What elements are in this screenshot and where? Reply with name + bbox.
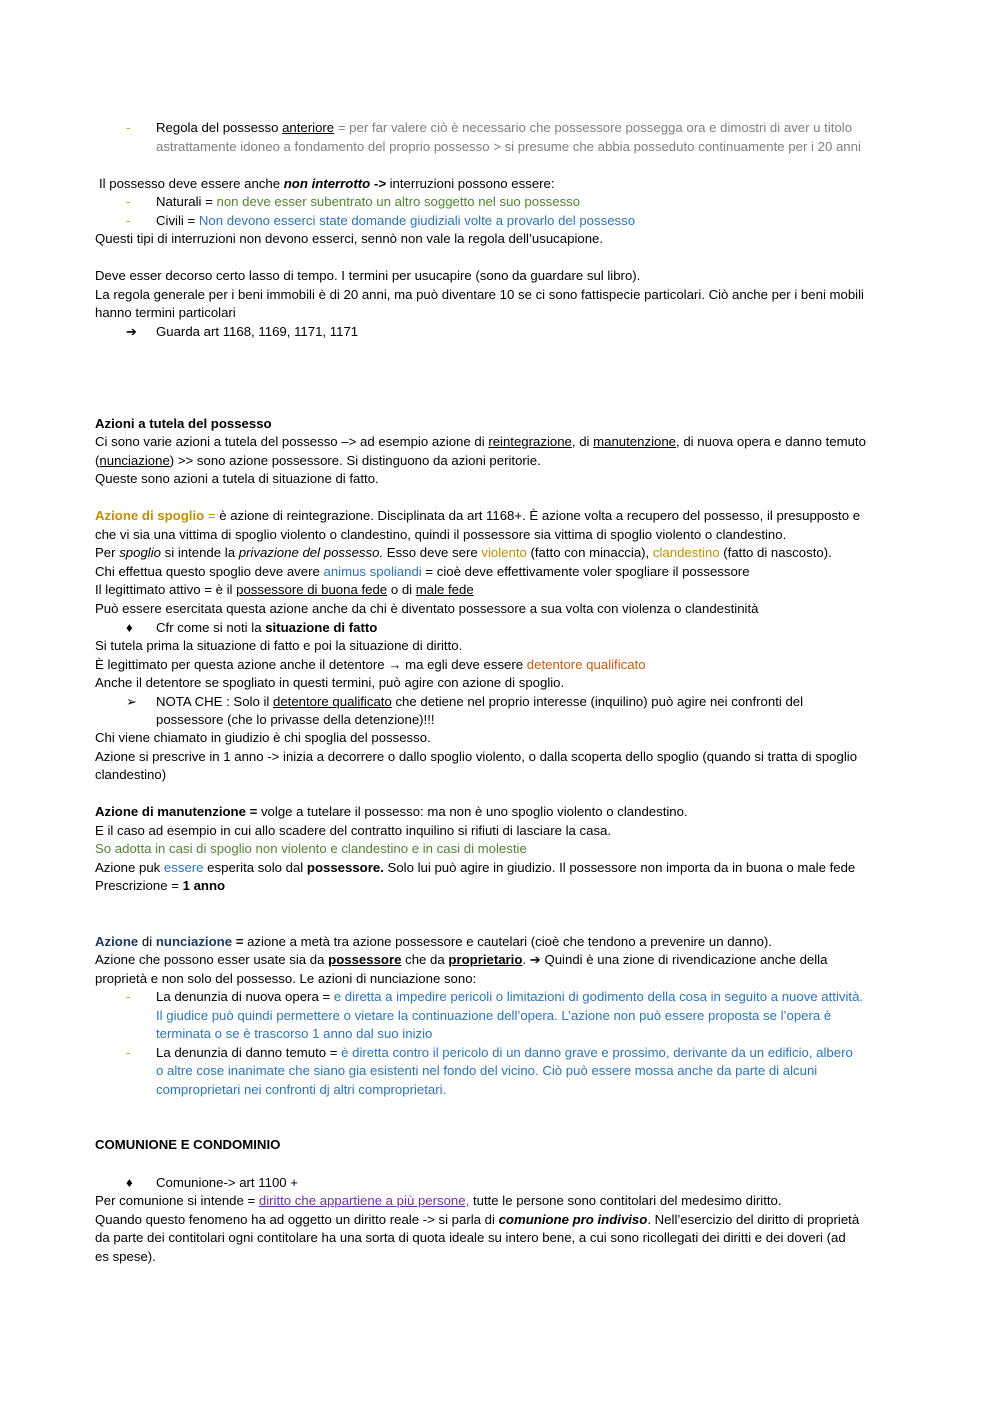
text-span: si intende la — [160, 545, 239, 560]
text-line — [95, 581, 910, 599]
text-span: = per far valere ciò è necessario che possessore possegga ora e dimostri di aver u titolo — [334, 120, 853, 135]
text-span: violento — [481, 545, 527, 560]
text-line: terminata o se è trascorso 1 anno dal suo inizio — [156, 1026, 433, 1041]
text-line: o altre cose inanimate che siano gia esistenti nel fondo del vicino. Ciò può essere mossa anche da parte di alcuni — [156, 1063, 818, 1078]
text-line — [156, 619, 916, 637]
term-heading: Azione — [95, 934, 139, 949]
text-span: Regola del possesso — [156, 120, 283, 135]
text-line: Il giudice può quindi permettere o vietare la continuazione dell’opera. L’azione non può essere proposta se l’opera è — [156, 1008, 832, 1023]
text-span: essere — [163, 860, 204, 875]
text-span: = — [232, 934, 244, 949]
text-line — [99, 175, 914, 193]
text-line: comproprietari nei confronti dj altri comproprietari. — [156, 1082, 447, 1097]
text-span: esperita solo dal — [203, 860, 307, 875]
emphasis: spoglio — [119, 545, 161, 560]
underlined-term: possessore di buona fede — [236, 582, 388, 597]
emphasis: possessore. — [306, 860, 384, 875]
underlined-term: male fede — [415, 582, 474, 597]
underlined-term: reintegrazione — [488, 434, 572, 449]
emphasis: 1 anno — [182, 878, 226, 893]
text-line — [95, 507, 910, 525]
text-span: Solo lui può agire in giudizio. Il possessore non importa da in buona o male fede — [383, 860, 856, 875]
text-span: è azione di reintegrazione. Disciplinata da art 1168+. È azione volta a recupero del possesso, il presupposto e — [219, 508, 861, 523]
text-span: Per — [95, 545, 120, 560]
text-span: , di — [571, 434, 594, 449]
term-heading: Azione di manutenzione = — [95, 804, 258, 819]
bullet-dash: - — [126, 989, 131, 1004]
text-line: Anche il detentore se spogliato in questi termini, può agire con azione di spoglio. — [95, 675, 565, 690]
text-span: azione a metà tra azione possessore e cautelari (cioè che tendono a prevenire un danno). — [243, 934, 772, 949]
text-span: . Nell’esercizio del diritto di proprietà — [647, 1212, 860, 1227]
text-span: Azione puk — [95, 860, 164, 875]
text-line — [95, 1211, 910, 1229]
section-heading: COMUNIONE E CONDOMINIO — [95, 1137, 281, 1152]
diamond-icon: ♦ — [126, 1175, 133, 1190]
text-span: Per comunione si intende = — [95, 1193, 259, 1208]
underlined-term: detentore qualificato — [273, 694, 392, 709]
text-span: non deve esser subentrato un altro soggetto nel suo possesso — [216, 194, 581, 209]
text-line: da parte dei contitolari ogni contitolare ha una sorta di quota ideale su intero bene, a cui sono ricollegati dei diritti e dei doveri (ad — [95, 1230, 846, 1245]
text-span: , di nuova opera e danno temuto — [676, 434, 866, 449]
text-line: astrattamente idoneo a fondamento del proprio possesso > si presume che abbia posseduto continuamente per i 20 anni — [156, 139, 861, 154]
text-span: Il legittimato attivo = è il — [95, 582, 237, 597]
text-span: (fatto di nascosto). — [719, 545, 832, 560]
text-span: Prescrizione = — [95, 878, 183, 893]
text-span: È legittimato per questa azione anche il detentore — [95, 657, 389, 672]
text-line — [156, 693, 916, 711]
text-span: La denunzia di nuova opera = — [156, 989, 334, 1004]
text-span: interruzioni possono essere: — [385, 176, 555, 191]
text-line — [156, 212, 916, 230]
underlined-term: diritto che appartiene a più persone, — [258, 1193, 470, 1208]
text-span: ) >> sono azione possessore. Si distinguono da azioni peritorie. — [169, 453, 541, 468]
text-span: Civili = — [156, 213, 199, 228]
text-span: . — [522, 952, 530, 967]
emphasis: comunione pro indiviso — [498, 1212, 648, 1227]
text-span: = cioè deve effettivamente voler spogliare il possessore — [421, 564, 750, 579]
text-line — [95, 452, 910, 470]
text-line — [95, 563, 910, 581]
text-line — [95, 433, 910, 451]
text-span: ( — [95, 453, 100, 468]
text-span: Non devono esserci state domande giudiziali volte a provarlo del possesso — [198, 213, 636, 228]
text-line — [156, 1044, 916, 1062]
text-line: clandestino) — [95, 767, 167, 782]
text-line: Queste sono azioni a tutela di situazione di fatto. — [95, 471, 379, 486]
emphasis: privazione del possesso. — [238, 545, 384, 560]
text-span: Esso deve sere — [383, 545, 482, 560]
text-span: tutte le persone sono contitolari del medesimo diritto. — [469, 1193, 782, 1208]
underlined-term: anteriore — [282, 120, 335, 135]
underlined-term: nunciazione — [99, 453, 170, 468]
text-span: che detiene nel proprio interesse (inquilino) può agire nei confronti del — [391, 694, 804, 709]
text-line — [156, 119, 916, 137]
text-span: ma egli deve essere — [401, 657, 527, 672]
text-line: Può essere esercitata questa azione anche da chi è diventato possessore a sua volta con violenza o clandestinità — [95, 601, 759, 616]
text-span: o di — [387, 582, 416, 597]
bullet-dash: - — [126, 1045, 131, 1060]
text-span: Azione che possono esser usate sia da — [95, 952, 329, 967]
text-line: E il caso ad esempio in cui allo scadere del contratto inquilino si rifiuti di lasciare la casa. — [95, 823, 612, 838]
text-span: Il possesso deve essere anche — [99, 176, 284, 191]
text-span: Chi effettua questo spoglio deve avere — [95, 564, 324, 579]
bullet-dash: - — [126, 213, 131, 228]
text-span: Cfr come si noti la — [156, 620, 266, 635]
text-line — [95, 859, 910, 877]
diamond-icon: ♦ — [126, 620, 133, 635]
arrow-icon: ➔ — [529, 952, 541, 967]
text-line: possessore (che lo privasse della detenzione)!!! — [156, 712, 435, 727]
text-line — [95, 877, 910, 895]
text-line — [95, 951, 910, 969]
section-heading: Azioni a tutela del possesso — [95, 416, 272, 431]
text-line — [95, 1192, 910, 1210]
text-line — [95, 803, 910, 821]
text-line: Comunione-> art 1100 + — [156, 1175, 298, 1190]
text-span: Ci sono varie azioni a tutela del possesso –> ad esempio azione di — [95, 434, 489, 449]
text-span: (fatto con minaccia), — [526, 545, 653, 560]
text-line: Chi viene chiamato in giudizio è chi spoglia del possesso. — [95, 730, 431, 745]
emphasis: non interrotto -> — [283, 176, 386, 191]
text-span: è diretta contro il pericolo di un danno grave e prossimo, derivante da un edificio, albero — [341, 1045, 853, 1060]
text-span: Quando questo fenomeno ha ad oggetto un diritto reale -> si parla di — [95, 1212, 499, 1227]
text-line — [156, 193, 916, 211]
term-heading: Azione di spoglio — [95, 508, 205, 523]
underlined-term: manutenzione — [593, 434, 677, 449]
text-line: Azione si prescrive in 1 anno -> inizia a decorrere o dallo spoglio violento, o dalla scoperta dello spoglio (quando si tratta di spoglio — [95, 749, 858, 764]
text-span: NOTA CHE : Solo il — [156, 694, 274, 709]
term-heading: nunciazione — [155, 934, 233, 949]
underlined-term: possessore — [328, 952, 402, 967]
emphasis: situazione di fatto — [265, 620, 378, 635]
text-span: Quindi è una zione di rivendicazione anche della — [540, 952, 828, 967]
text-span: clandestino — [652, 545, 720, 560]
text-line: es spese). — [95, 1249, 156, 1264]
text-line — [95, 544, 910, 562]
text-span: detentore qualificato — [526, 657, 646, 672]
text-span: di — [138, 934, 156, 949]
arrow-icon: ➔ — [126, 324, 138, 339]
bullet-dash: - — [126, 120, 131, 135]
text-line: Si tutela prima la situazione di fatto e poi la situazione di diritto. — [95, 638, 463, 653]
text-line: La regola generale per i beni immobili è di 20 anni, ma può diventare 10 se ci sono fattispecie particolari. Ciò anche per i beni mobili — [95, 287, 864, 302]
arrow-icon: → — [388, 657, 402, 672]
bullet-dash: - — [126, 194, 131, 209]
text-span: La denunzia di danno temuto = — [156, 1045, 342, 1060]
text-line — [156, 988, 916, 1006]
text-line: che vi sia una vittima di spoglio violento o clandestino, quindi il possessore sia vittima di spoglio violento o clandestino. — [95, 527, 787, 542]
text-line: proprietà e non solo del possesso. Le azioni di nunciazione sono: — [95, 971, 477, 986]
text-line: hanno termini particolari — [95, 305, 236, 320]
text-line — [95, 656, 910, 674]
text-span: volge a tutelare il possesso: ma non è uno spoglio violento o clandestino. — [257, 804, 688, 819]
text-span: che da — [401, 952, 449, 967]
text-span: Naturali = — [156, 194, 217, 209]
underlined-term: proprietario — [448, 952, 523, 967]
text-line: Deve esser decorso certo lasso di tempo. I termini per usucapire (sono da guardare sul libro). — [95, 268, 641, 283]
text-line — [95, 933, 910, 951]
text-span: = — [204, 508, 220, 523]
text-span: e diretta a impedire pericoli o limitazioni di godimento della cosa in seguito a nuove attività. — [333, 989, 864, 1004]
pointer-arrow-icon: ➢ — [126, 694, 138, 709]
text-line: So adotta in casi di spoglio non violento e clandestino e in casi di molestie — [95, 841, 527, 856]
text-span: animus spoliandi — [323, 564, 422, 579]
text-line: Guarda art 1168, 1169, 1171, 1171 — [156, 324, 359, 339]
text-line: Questi tipi di interruzioni non devono esserci, sennò non vale la regola dell’usucapione. — [95, 231, 604, 246]
